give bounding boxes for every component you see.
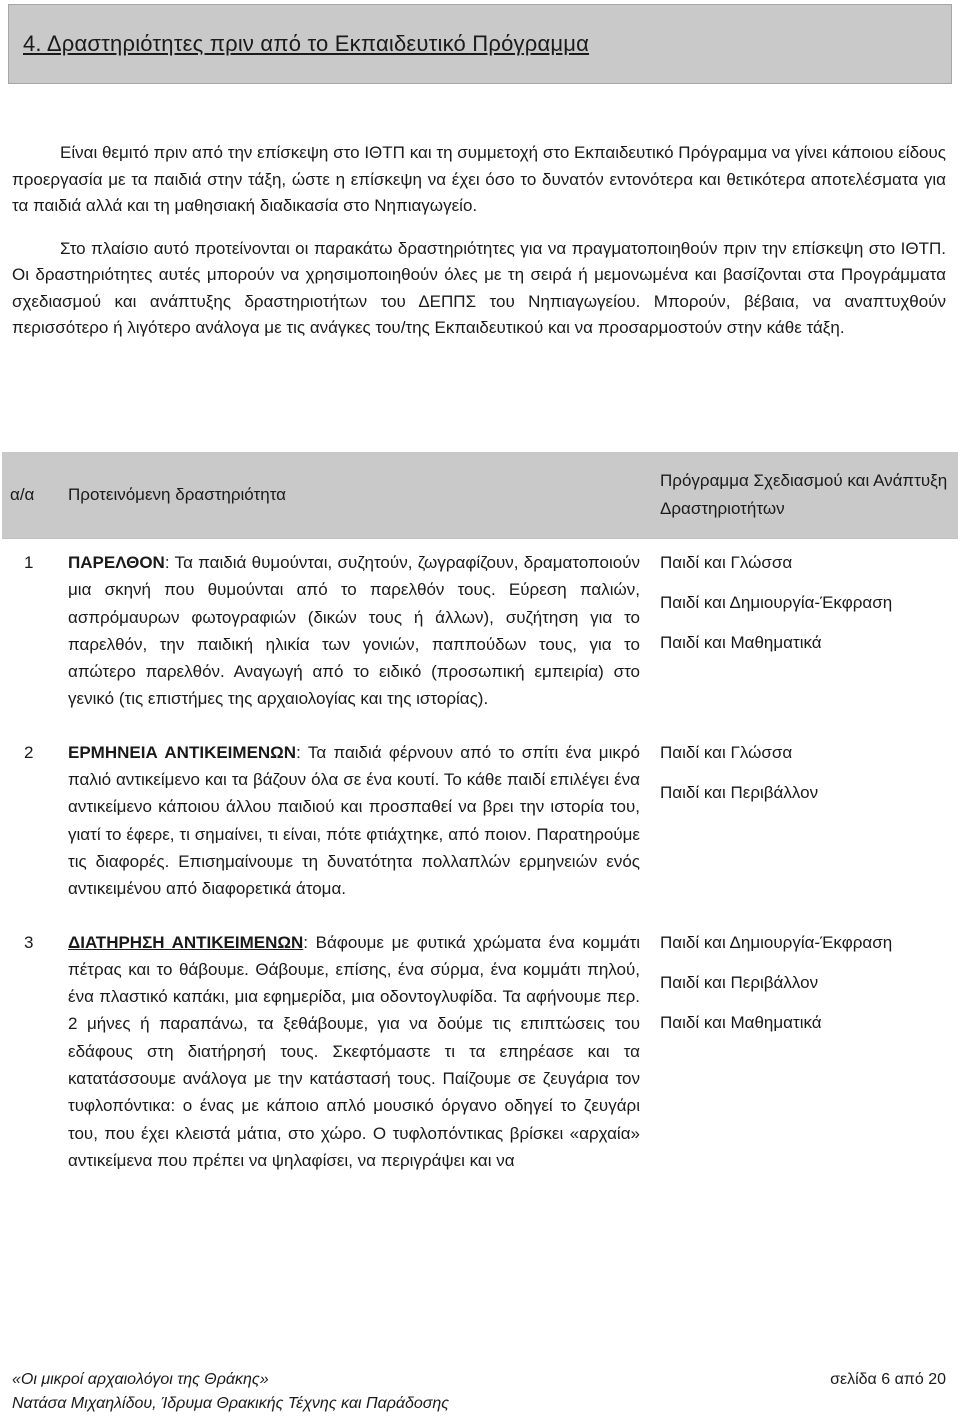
program-item: Παιδί και Περιβάλλον	[660, 782, 819, 802]
section-title: 4. Δραστηριότητες πριν από το Εκπαιδευτικό Πρόγραμμα	[23, 31, 590, 56]
activity-text: : Τα παιδιά θυμούνται, συζητούν, ζωγραφίζουν, δραματοποιούν μια σκηνή που θυμούνται από το παρελθόν τους. Εύρεση παλιών, ασπρόμαυρων φωτογραφιών (δικών τους ή άλλων), συζήτηση για το παρελθόν, την παιδική ηλικία των γονιών, παππούδων τους, για το απώτερο παρελθόν. Αναγωγή από το ειδικό (προσωπική εμπειρία) στο γενικό (τις επιστήμες της αρχαιολογίας και της ιστορίας).	[68, 553, 640, 709]
intro-paragraph-2: Στο πλαίσιο αυτό προτείνονται οι παρακάτω δραστηριότητες για να πραγματοποιηθούν πριν την επίσκεψη στο ΙΘΤΠ. Οι δραστηριότητες αυτές μπορούν να χρησιμοποιηθούν όλες με τη σειρά ή μεμονωμένα και βασίζονται στα Προγράμματα σχεδιασμού και ανάπτυξης δραστηριοτήτων του ΔΕΠΠΣ του Νηπιαγωγείου. Μπορούν, βέβαια, να αναπτυχθούν περισσότερο ή λιγότερο ανάλογα με τις ανάγκες του/της Εκπαιδευτικού και να προσαρμοστούν στην κάθε τάξη.	[12, 238, 946, 337]
activity-description	[60, 729, 650, 919]
program-item: Παιδί και Γλώσσα	[660, 553, 793, 572]
row-number: 2	[24, 742, 34, 762]
program-item: Παιδί και Δημιουργία-Έκφραση	[660, 932, 893, 952]
row-number: 1	[24, 553, 34, 572]
intro-paragraph-1: Είναι θεμιτό πριν από την επίσκεψη στο ΙΘΤΠ και τη συμμετοχή στο Εκπαιδευτικό Πρόγραμμα να γίνει κάποιου είδους προεργασία με τα παιδιά στην τάξη, ώστε η επίσκεψη να έχει όσο το δυνατόν εντονότερα και θετικότερα αποτελέσματα για τα παιδιά αλλά και τη μαθησιακή διαδικασία στο Νηπιαγωγείο.	[12, 143, 946, 215]
page-number: σελίδα 6 από 20	[830, 1371, 946, 1388]
activity-lead: ΠΑΡΕΛΘΟΝ	[68, 553, 165, 572]
program-item: Παιδί και Δημιουργία-Έκφραση	[660, 593, 893, 612]
footer-title: «Οι μικροί αρχαιολόγοι της Θράκης»	[12, 1371, 269, 1388]
footer-author: Νατάσα Μιχαηλίδου, Ίδρυμα Θρακικής Τέχνης και Παράδοσης	[12, 1395, 450, 1412]
row-number: 3	[24, 932, 34, 952]
header-num: α/α	[2, 452, 60, 539]
table-row	[2, 729, 958, 919]
header-program: Πρόγραμμα Σχεδιασμού και Ανάπτυξη Δραστηριοτήτων	[650, 452, 958, 539]
header-activity: Προτεινόμενη δραστηριότητα	[60, 452, 650, 539]
activity-lead: ΔΙΑΤΗΡΗΣΗ ΑΝΤΙΚΕΙΜΕΝΩΝ	[68, 932, 304, 952]
section-title-bar	[8, 4, 952, 84]
program-item: Παιδί και Περιβάλλον	[660, 972, 819, 992]
activity-text: : Βάφουμε με φυτικά χρώματα ένα κομμάτι πέτρας και το θάβουμε. Θάβουμε, επίσης, ένα σύρμα, ένα κομμάτι πηλού, ένα πλαστικό καπάκι, μια εφημερίδα, μια οδοντογλυφίδα. Τα αφήνουμε περ. 2 μήνες ή παραπάνω, τα ξεθάβουμε, για να δούμε τις επιπτώσεις του εδάφους στη διατήρησή τους. Σκεφτόμαστε τι τα επηρέασε και τα κατατάσσουμε ανάλογα με την κατάστασή τους. Παίζουμε σε ζευγάρια τον τυφλοπόντικα: ο ένας με κάποιο απλό μουσικό όργανο οδηγεί το ζευγάρι του, που έχει κλειστά μάτια, στο χώρο. Ο τυφλοπόντικας βρίσκει «αρχαία» αντικείμενα που πρέπει να ψηλαφίσει, να περιγράψει και να	[68, 932, 641, 1170]
program-list	[650, 919, 958, 1191]
activity-description	[60, 919, 650, 1191]
table-header-row	[2, 452, 958, 539]
program-item: Παιδί και Μαθηματικά	[660, 633, 822, 652]
activities-table	[2, 452, 958, 1190]
page-footer	[12, 1368, 946, 1416]
program-list	[650, 539, 958, 729]
program-list	[650, 729, 958, 919]
program-item: Παιδί και Γλώσσα	[660, 742, 793, 762]
activity-description	[60, 539, 650, 729]
table-row	[2, 539, 958, 729]
intro-text	[12, 140, 946, 342]
activity-lead: ΕΡΜΗΝΕΙΑ ΑΝΤΙΚΕΙΜΕΝΩΝ	[68, 742, 297, 762]
program-item: Παιδί και Μαθηματικά	[660, 1012, 822, 1032]
table-row	[2, 919, 958, 1191]
activity-text: : Τα παιδιά φέρνουν από το σπίτι ένα μικρό παλιό αντικείμενο και τα βάζουν όλα σε ένα κουτί. Το κάθε παιδί επιλέγει ένα αντικείμενο κάποιου άλλου παιδιού και προσπαθεί να βρει την ιστορία του, γιατί το έφερε, τι σημαίνει, τι είναι, πότε φτιάχτηκε, από ποιον. Παρατηρούμε τις διαφορές. Επισημαίνουμε τη δυνατότητα πολλαπλών ερμηνειών ενός αντικειμένου από διαφορετικά άτομα.	[68, 742, 640, 899]
